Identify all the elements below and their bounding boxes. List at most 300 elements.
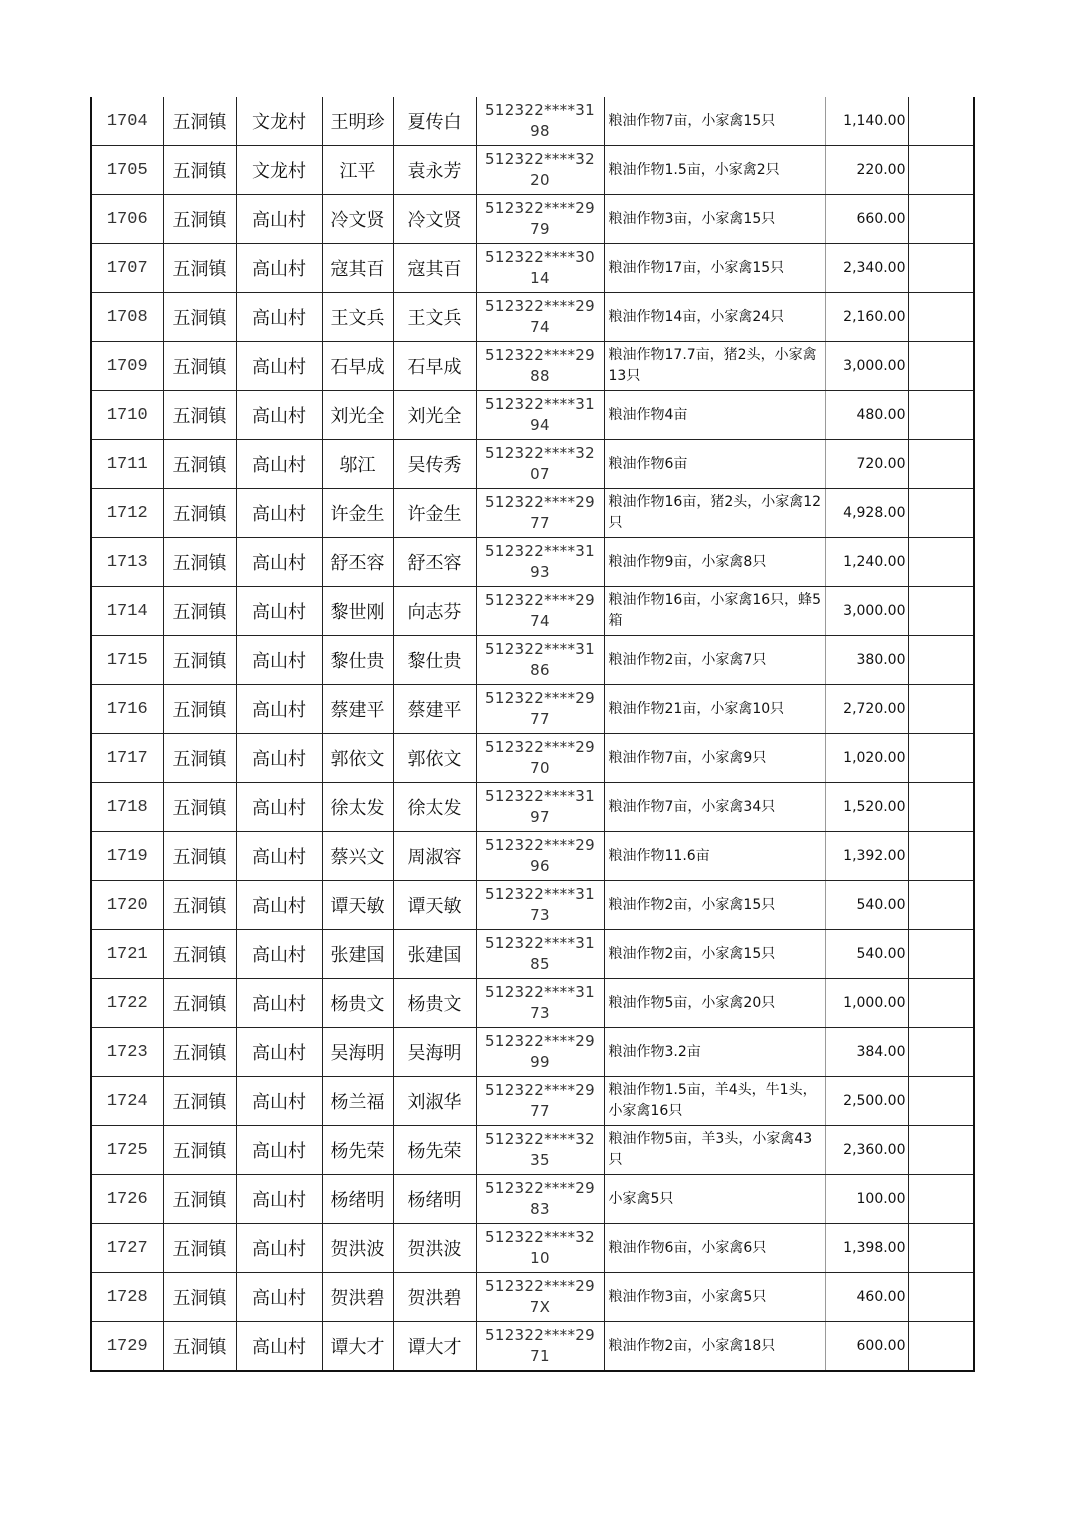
id-number-line-1: 512322****29 (485, 297, 595, 315)
id-number-line-2: 79 (530, 220, 550, 238)
id-number-line-1: 512322****31 (485, 640, 595, 658)
table-row (91, 1028, 974, 1077)
subsidy-item-cell: 粮油作物21亩，小家禽10只 (604, 685, 825, 734)
serial-number-cell: 1723 (91, 1028, 163, 1077)
village-cell: 高山村 (236, 440, 322, 489)
village-cell: 高山村 (236, 1028, 322, 1077)
town-cell: 五洞镇 (163, 489, 236, 538)
town-cell: 五洞镇 (163, 293, 236, 342)
payee-name-cell: 谭天敏 (393, 881, 476, 930)
remark-cell (908, 587, 974, 636)
id-number-cell (476, 342, 604, 391)
table-row (91, 146, 974, 195)
id-number-line-1: 512322****29 (485, 1081, 595, 1099)
serial-number-cell: 1707 (91, 244, 163, 293)
village-cell: 高山村 (236, 538, 322, 587)
village-cell: 文龙村 (236, 97, 322, 146)
town-cell: 五洞镇 (163, 1126, 236, 1175)
payee-name-cell: 徐太发 (393, 783, 476, 832)
subsidy-item-cell: 粮油作物7亩，小家禽15只 (604, 97, 825, 146)
id-number-line-2: 07 (530, 465, 550, 483)
amount-cell: 3,000.00 (825, 587, 908, 636)
payee-name-cell: 贺洪波 (393, 1224, 476, 1273)
subsidy-item-cell: 粮油作物7亩，小家禽34只 (604, 783, 825, 832)
payee-name-cell: 舒丕容 (393, 538, 476, 587)
id-number-cell (476, 293, 604, 342)
village-cell: 高山村 (236, 1126, 322, 1175)
amount-cell: 380.00 (825, 636, 908, 685)
payee-name-cell: 刘淑华 (393, 1077, 476, 1126)
village-cell: 高山村 (236, 979, 322, 1028)
village-cell: 高山村 (236, 195, 322, 244)
payee-name-cell: 袁永芳 (393, 146, 476, 195)
id-number-line-2: 20 (530, 171, 550, 189)
id-number-line-1: 512322****31 (485, 934, 595, 952)
town-cell: 五洞镇 (163, 146, 236, 195)
table-row (91, 881, 974, 930)
ledger-body (91, 97, 974, 1371)
table-row (91, 1126, 974, 1175)
serial-number-cell: 1726 (91, 1175, 163, 1224)
town-cell: 五洞镇 (163, 195, 236, 244)
payee-name-cell: 郭依文 (393, 734, 476, 783)
household-name-cell: 王明珍 (322, 97, 393, 146)
table-row (91, 685, 974, 734)
id-number-line-2: 73 (530, 906, 550, 924)
table-row (91, 636, 974, 685)
id-number-cell (476, 783, 604, 832)
amount-cell: 2,720.00 (825, 685, 908, 734)
payee-name-cell: 刘光全 (393, 391, 476, 440)
subsidy-item-cell: 粮油作物2亩，小家禽18只 (604, 1322, 825, 1372)
serial-number-cell: 1725 (91, 1126, 163, 1175)
payee-name-cell: 杨贵文 (393, 979, 476, 1028)
village-cell: 高山村 (236, 881, 322, 930)
serial-number-cell: 1712 (91, 489, 163, 538)
subsidy-item-cell: 粮油作物5亩，小家禽20只 (604, 979, 825, 1028)
payee-name-cell: 石早成 (393, 342, 476, 391)
subsidy-item-cell: 粮油作物4亩 (604, 391, 825, 440)
id-number-cell (476, 881, 604, 930)
household-name-cell: 吴海明 (322, 1028, 393, 1077)
table-row (91, 391, 974, 440)
id-number-line-1: 512322****31 (485, 395, 595, 413)
table-row (91, 440, 974, 489)
amount-cell: 2,160.00 (825, 293, 908, 342)
remark-cell (908, 391, 974, 440)
remark-cell (908, 342, 974, 391)
village-cell: 高山村 (236, 636, 322, 685)
payee-name-cell: 黎仕贵 (393, 636, 476, 685)
id-number-line-2: 71 (530, 1347, 550, 1365)
id-number-line-1: 512322****31 (485, 885, 595, 903)
household-name-cell: 杨兰福 (322, 1077, 393, 1126)
table-row (91, 979, 974, 1028)
amount-cell: 540.00 (825, 881, 908, 930)
id-number-line-2: 85 (530, 955, 550, 973)
id-number-line-1: 512322****29 (485, 689, 595, 707)
serial-number-cell: 1724 (91, 1077, 163, 1126)
id-number-cell (476, 979, 604, 1028)
village-cell: 高山村 (236, 244, 322, 293)
serial-number-cell: 1711 (91, 440, 163, 489)
table-row (91, 587, 974, 636)
subsidy-item-cell: 粮油作物11.6亩 (604, 832, 825, 881)
village-cell: 高山村 (236, 1224, 322, 1273)
remark-cell (908, 685, 974, 734)
id-number-line-2: 10 (530, 1249, 550, 1267)
subsidy-item-cell: 粮油作物6亩，小家禽6只 (604, 1224, 825, 1273)
serial-number-cell: 1720 (91, 881, 163, 930)
village-cell: 高山村 (236, 1077, 322, 1126)
payee-name-cell: 周淑容 (393, 832, 476, 881)
household-name-cell: 谭天敏 (322, 881, 393, 930)
town-cell: 五洞镇 (163, 538, 236, 587)
household-name-cell: 黎仕贵 (322, 636, 393, 685)
amount-cell: 384.00 (825, 1028, 908, 1077)
id-number-line-2: 99 (530, 1053, 550, 1071)
amount-cell: 1,520.00 (825, 783, 908, 832)
serial-number-cell: 1705 (91, 146, 163, 195)
household-name-cell: 邬江 (322, 440, 393, 489)
id-number-cell (476, 1077, 604, 1126)
id-number-cell (476, 930, 604, 979)
amount-cell: 660.00 (825, 195, 908, 244)
amount-cell: 2,500.00 (825, 1077, 908, 1126)
id-number-cell (476, 489, 604, 538)
payee-name-cell: 寇其百 (393, 244, 476, 293)
id-number-cell (476, 244, 604, 293)
table-row (91, 489, 974, 538)
serial-number-cell: 1729 (91, 1322, 163, 1372)
subsidy-item-cell: 粮油作物14亩，小家禽24只 (604, 293, 825, 342)
subsidy-item-cell: 粮油作物2亩，小家禽15只 (604, 881, 825, 930)
id-number-line-1: 512322****32 (485, 150, 595, 168)
id-number-cell (476, 1224, 604, 1273)
town-cell: 五洞镇 (163, 97, 236, 146)
town-cell: 五洞镇 (163, 1224, 236, 1273)
household-name-cell: 郭依文 (322, 734, 393, 783)
id-number-line-2: 86 (530, 661, 550, 679)
id-number-line-2: 83 (530, 1200, 550, 1218)
subsidy-item-cell: 粮油作物16亩，小家禽16只，蜂5箱 (604, 587, 825, 636)
id-number-cell (476, 636, 604, 685)
table-row (91, 1175, 974, 1224)
id-number-line-2: 74 (530, 612, 550, 630)
town-cell: 五洞镇 (163, 1028, 236, 1077)
table-row (91, 832, 974, 881)
amount-cell: 1,398.00 (825, 1224, 908, 1273)
table-row (91, 342, 974, 391)
id-number-line-2: 73 (530, 1004, 550, 1022)
subsidy-item-cell: 粮油作物17亩，小家禽15只 (604, 244, 825, 293)
id-number-line-2: 77 (530, 514, 550, 532)
serial-number-cell: 1704 (91, 97, 163, 146)
id-number-line-1: 512322****31 (485, 542, 595, 560)
id-number-line-2: 14 (530, 269, 550, 287)
remark-cell (908, 244, 974, 293)
town-cell: 五洞镇 (163, 930, 236, 979)
serial-number-cell: 1714 (91, 587, 163, 636)
town-cell: 五洞镇 (163, 881, 236, 930)
id-number-line-1: 512322****29 (485, 591, 595, 609)
remark-cell (908, 979, 974, 1028)
serial-number-cell: 1710 (91, 391, 163, 440)
subsidy-item-cell: 粮油作物3亩，小家禽5只 (604, 1273, 825, 1322)
payee-name-cell: 杨绪明 (393, 1175, 476, 1224)
household-name-cell: 江平 (322, 146, 393, 195)
id-number-line-2: 7X (529, 1298, 551, 1316)
id-number-cell (476, 1175, 604, 1224)
village-cell: 高山村 (236, 1175, 322, 1224)
payee-name-cell: 冷文贤 (393, 195, 476, 244)
id-number-cell (476, 587, 604, 636)
id-number-line-2: 77 (530, 710, 550, 728)
village-cell: 高山村 (236, 1322, 322, 1372)
payee-name-cell: 谭大才 (393, 1322, 476, 1372)
subsidy-item-cell: 粮油作物6亩 (604, 440, 825, 489)
payee-name-cell: 王文兵 (393, 293, 476, 342)
remark-cell (908, 881, 974, 930)
amount-cell: 1,000.00 (825, 979, 908, 1028)
household-name-cell: 徐太发 (322, 783, 393, 832)
payee-name-cell: 蔡建平 (393, 685, 476, 734)
id-number-line-1: 512322****32 (485, 1228, 595, 1246)
remark-cell (908, 1077, 974, 1126)
id-number-line-1: 512322****29 (485, 1032, 595, 1050)
amount-cell: 460.00 (825, 1273, 908, 1322)
subsidy-item-cell: 粮油作物5亩，羊3头，小家禽43只 (604, 1126, 825, 1175)
payee-name-cell: 杨先荣 (393, 1126, 476, 1175)
village-cell: 高山村 (236, 1273, 322, 1322)
payee-name-cell: 夏传白 (393, 97, 476, 146)
id-number-cell (476, 1273, 604, 1322)
id-number-line-1: 512322****29 (485, 1277, 595, 1295)
remark-cell (908, 1126, 974, 1175)
remark-cell (908, 1273, 974, 1322)
serial-number-cell: 1709 (91, 342, 163, 391)
household-name-cell: 杨绪明 (322, 1175, 393, 1224)
id-number-line-2: 88 (530, 367, 550, 385)
id-number-line-1: 512322****31 (485, 101, 595, 119)
remark-cell (908, 1322, 974, 1372)
table-row (91, 930, 974, 979)
id-number-line-2: 70 (530, 759, 550, 777)
id-number-line-2: 94 (530, 416, 550, 434)
id-number-cell (476, 538, 604, 587)
id-number-cell (476, 440, 604, 489)
household-name-cell: 贺洪碧 (322, 1273, 393, 1322)
serial-number-cell: 1706 (91, 195, 163, 244)
town-cell: 五洞镇 (163, 342, 236, 391)
id-number-line-1: 512322****31 (485, 983, 595, 1001)
town-cell: 五洞镇 (163, 244, 236, 293)
payee-name-cell: 吴传秀 (393, 440, 476, 489)
amount-cell: 220.00 (825, 146, 908, 195)
id-number-cell (476, 97, 604, 146)
payee-name-cell: 贺洪碧 (393, 1273, 476, 1322)
village-cell: 高山村 (236, 391, 322, 440)
village-cell: 高山村 (236, 293, 322, 342)
town-cell: 五洞镇 (163, 832, 236, 881)
table-row (91, 1322, 974, 1372)
household-name-cell: 寇其百 (322, 244, 393, 293)
id-number-line-1: 512322****29 (485, 738, 595, 756)
table-row (91, 1224, 974, 1273)
amount-cell: 1,392.00 (825, 832, 908, 881)
amount-cell: 3,000.00 (825, 342, 908, 391)
id-number-cell (476, 1028, 604, 1077)
amount-cell: 720.00 (825, 440, 908, 489)
table-row (91, 1273, 974, 1322)
village-cell: 高山村 (236, 342, 322, 391)
table-row (91, 97, 974, 146)
serial-number-cell: 1721 (91, 930, 163, 979)
table-row (91, 293, 974, 342)
household-name-cell: 舒丕容 (322, 538, 393, 587)
town-cell: 五洞镇 (163, 783, 236, 832)
remark-cell (908, 930, 974, 979)
id-number-line-1: 512322****32 (485, 1130, 595, 1148)
remark-cell (908, 1175, 974, 1224)
id-number-line-2: 35 (530, 1151, 550, 1169)
id-number-cell (476, 1322, 604, 1372)
household-name-cell: 谭大才 (322, 1322, 393, 1372)
id-number-line-2: 77 (530, 1102, 550, 1120)
subsidy-item-cell: 粮油作物7亩，小家禽9只 (604, 734, 825, 783)
subsidy-item-cell: 小家禽5只 (604, 1175, 825, 1224)
town-cell: 五洞镇 (163, 734, 236, 783)
village-cell: 高山村 (236, 587, 322, 636)
payee-name-cell: 张建国 (393, 930, 476, 979)
id-number-line-1: 512322****29 (485, 1179, 595, 1197)
table-row (91, 1077, 974, 1126)
remark-cell (908, 195, 974, 244)
serial-number-cell: 1718 (91, 783, 163, 832)
subsidy-item-cell: 粮油作物16亩，猪2头，小家禽12只 (604, 489, 825, 538)
amount-cell: 1,020.00 (825, 734, 908, 783)
remark-cell (908, 734, 974, 783)
id-number-cell (476, 685, 604, 734)
amount-cell: 2,340.00 (825, 244, 908, 293)
remark-cell (908, 293, 974, 342)
remark-cell (908, 636, 974, 685)
remark-cell (908, 538, 974, 587)
village-cell: 文龙村 (236, 146, 322, 195)
serial-number-cell: 1715 (91, 636, 163, 685)
serial-number-cell: 1717 (91, 734, 163, 783)
subsidy-item-cell: 粮油作物9亩，小家禽8只 (604, 538, 825, 587)
village-cell: 高山村 (236, 783, 322, 832)
remark-cell (908, 146, 974, 195)
table-row (91, 244, 974, 293)
id-number-line-2: 93 (530, 563, 550, 581)
household-name-cell: 冷文贤 (322, 195, 393, 244)
id-number-line-1: 512322****29 (485, 199, 595, 217)
amount-cell: 1,240.00 (825, 538, 908, 587)
serial-number-cell: 1722 (91, 979, 163, 1028)
remark-cell (908, 97, 974, 146)
household-name-cell: 王文兵 (322, 293, 393, 342)
id-number-cell (476, 832, 604, 881)
town-cell: 五洞镇 (163, 636, 236, 685)
town-cell: 五洞镇 (163, 391, 236, 440)
id-number-line-1: 512322****29 (485, 493, 595, 511)
town-cell: 五洞镇 (163, 587, 236, 636)
id-number-line-1: 512322****31 (485, 787, 595, 805)
id-number-line-1: 512322****29 (485, 836, 595, 854)
town-cell: 五洞镇 (163, 979, 236, 1028)
village-cell: 高山村 (236, 489, 322, 538)
subsidy-item-cell: 粮油作物1.5亩，小家禽2只 (604, 146, 825, 195)
subsidy-ledger-table (90, 97, 975, 1372)
serial-number-cell: 1727 (91, 1224, 163, 1273)
id-number-line-1: 512322****29 (485, 346, 595, 364)
amount-cell: 480.00 (825, 391, 908, 440)
town-cell: 五洞镇 (163, 1077, 236, 1126)
id-number-line-2: 74 (530, 318, 550, 336)
payee-name-cell: 吴海明 (393, 1028, 476, 1077)
town-cell: 五洞镇 (163, 440, 236, 489)
remark-cell (908, 783, 974, 832)
id-number-cell (476, 734, 604, 783)
serial-number-cell: 1728 (91, 1273, 163, 1322)
village-cell: 高山村 (236, 930, 322, 979)
household-name-cell: 黎世刚 (322, 587, 393, 636)
id-number-line-1: 512322****32 (485, 444, 595, 462)
household-name-cell: 石早成 (322, 342, 393, 391)
household-name-cell: 杨先荣 (322, 1126, 393, 1175)
household-name-cell: 杨贵文 (322, 979, 393, 1028)
table-row (91, 195, 974, 244)
id-number-line-2: 97 (530, 808, 550, 826)
serial-number-cell: 1713 (91, 538, 163, 587)
amount-cell: 4,928.00 (825, 489, 908, 538)
serial-number-cell: 1716 (91, 685, 163, 734)
household-name-cell: 刘光全 (322, 391, 393, 440)
id-number-cell (476, 391, 604, 440)
payee-name-cell: 向志芬 (393, 587, 476, 636)
subsidy-item-cell: 粮油作物3.2亩 (604, 1028, 825, 1077)
serial-number-cell: 1708 (91, 293, 163, 342)
remark-cell (908, 440, 974, 489)
town-cell: 五洞镇 (163, 1175, 236, 1224)
household-name-cell: 蔡兴文 (322, 832, 393, 881)
id-number-line-1: 512322****29 (485, 1326, 595, 1344)
town-cell: 五洞镇 (163, 685, 236, 734)
payee-name-cell: 许金生 (393, 489, 476, 538)
amount-cell: 600.00 (825, 1322, 908, 1372)
household-name-cell: 许金生 (322, 489, 393, 538)
remark-cell (908, 1028, 974, 1077)
amount-cell: 2,360.00 (825, 1126, 908, 1175)
amount-cell: 100.00 (825, 1175, 908, 1224)
household-name-cell: 蔡建平 (322, 685, 393, 734)
id-number-cell (476, 146, 604, 195)
subsidy-item-cell: 粮油作物2亩，小家禽15只 (604, 930, 825, 979)
amount-cell: 1,140.00 (825, 97, 908, 146)
subsidy-item-cell: 粮油作物2亩，小家禽7只 (604, 636, 825, 685)
amount-cell: 540.00 (825, 930, 908, 979)
village-cell: 高山村 (236, 685, 322, 734)
household-name-cell: 贺洪波 (322, 1224, 393, 1273)
remark-cell (908, 832, 974, 881)
id-number-line-1: 512322****30 (485, 248, 595, 266)
village-cell: 高山村 (236, 832, 322, 881)
id-number-cell (476, 195, 604, 244)
remark-cell (908, 1224, 974, 1273)
town-cell: 五洞镇 (163, 1273, 236, 1322)
